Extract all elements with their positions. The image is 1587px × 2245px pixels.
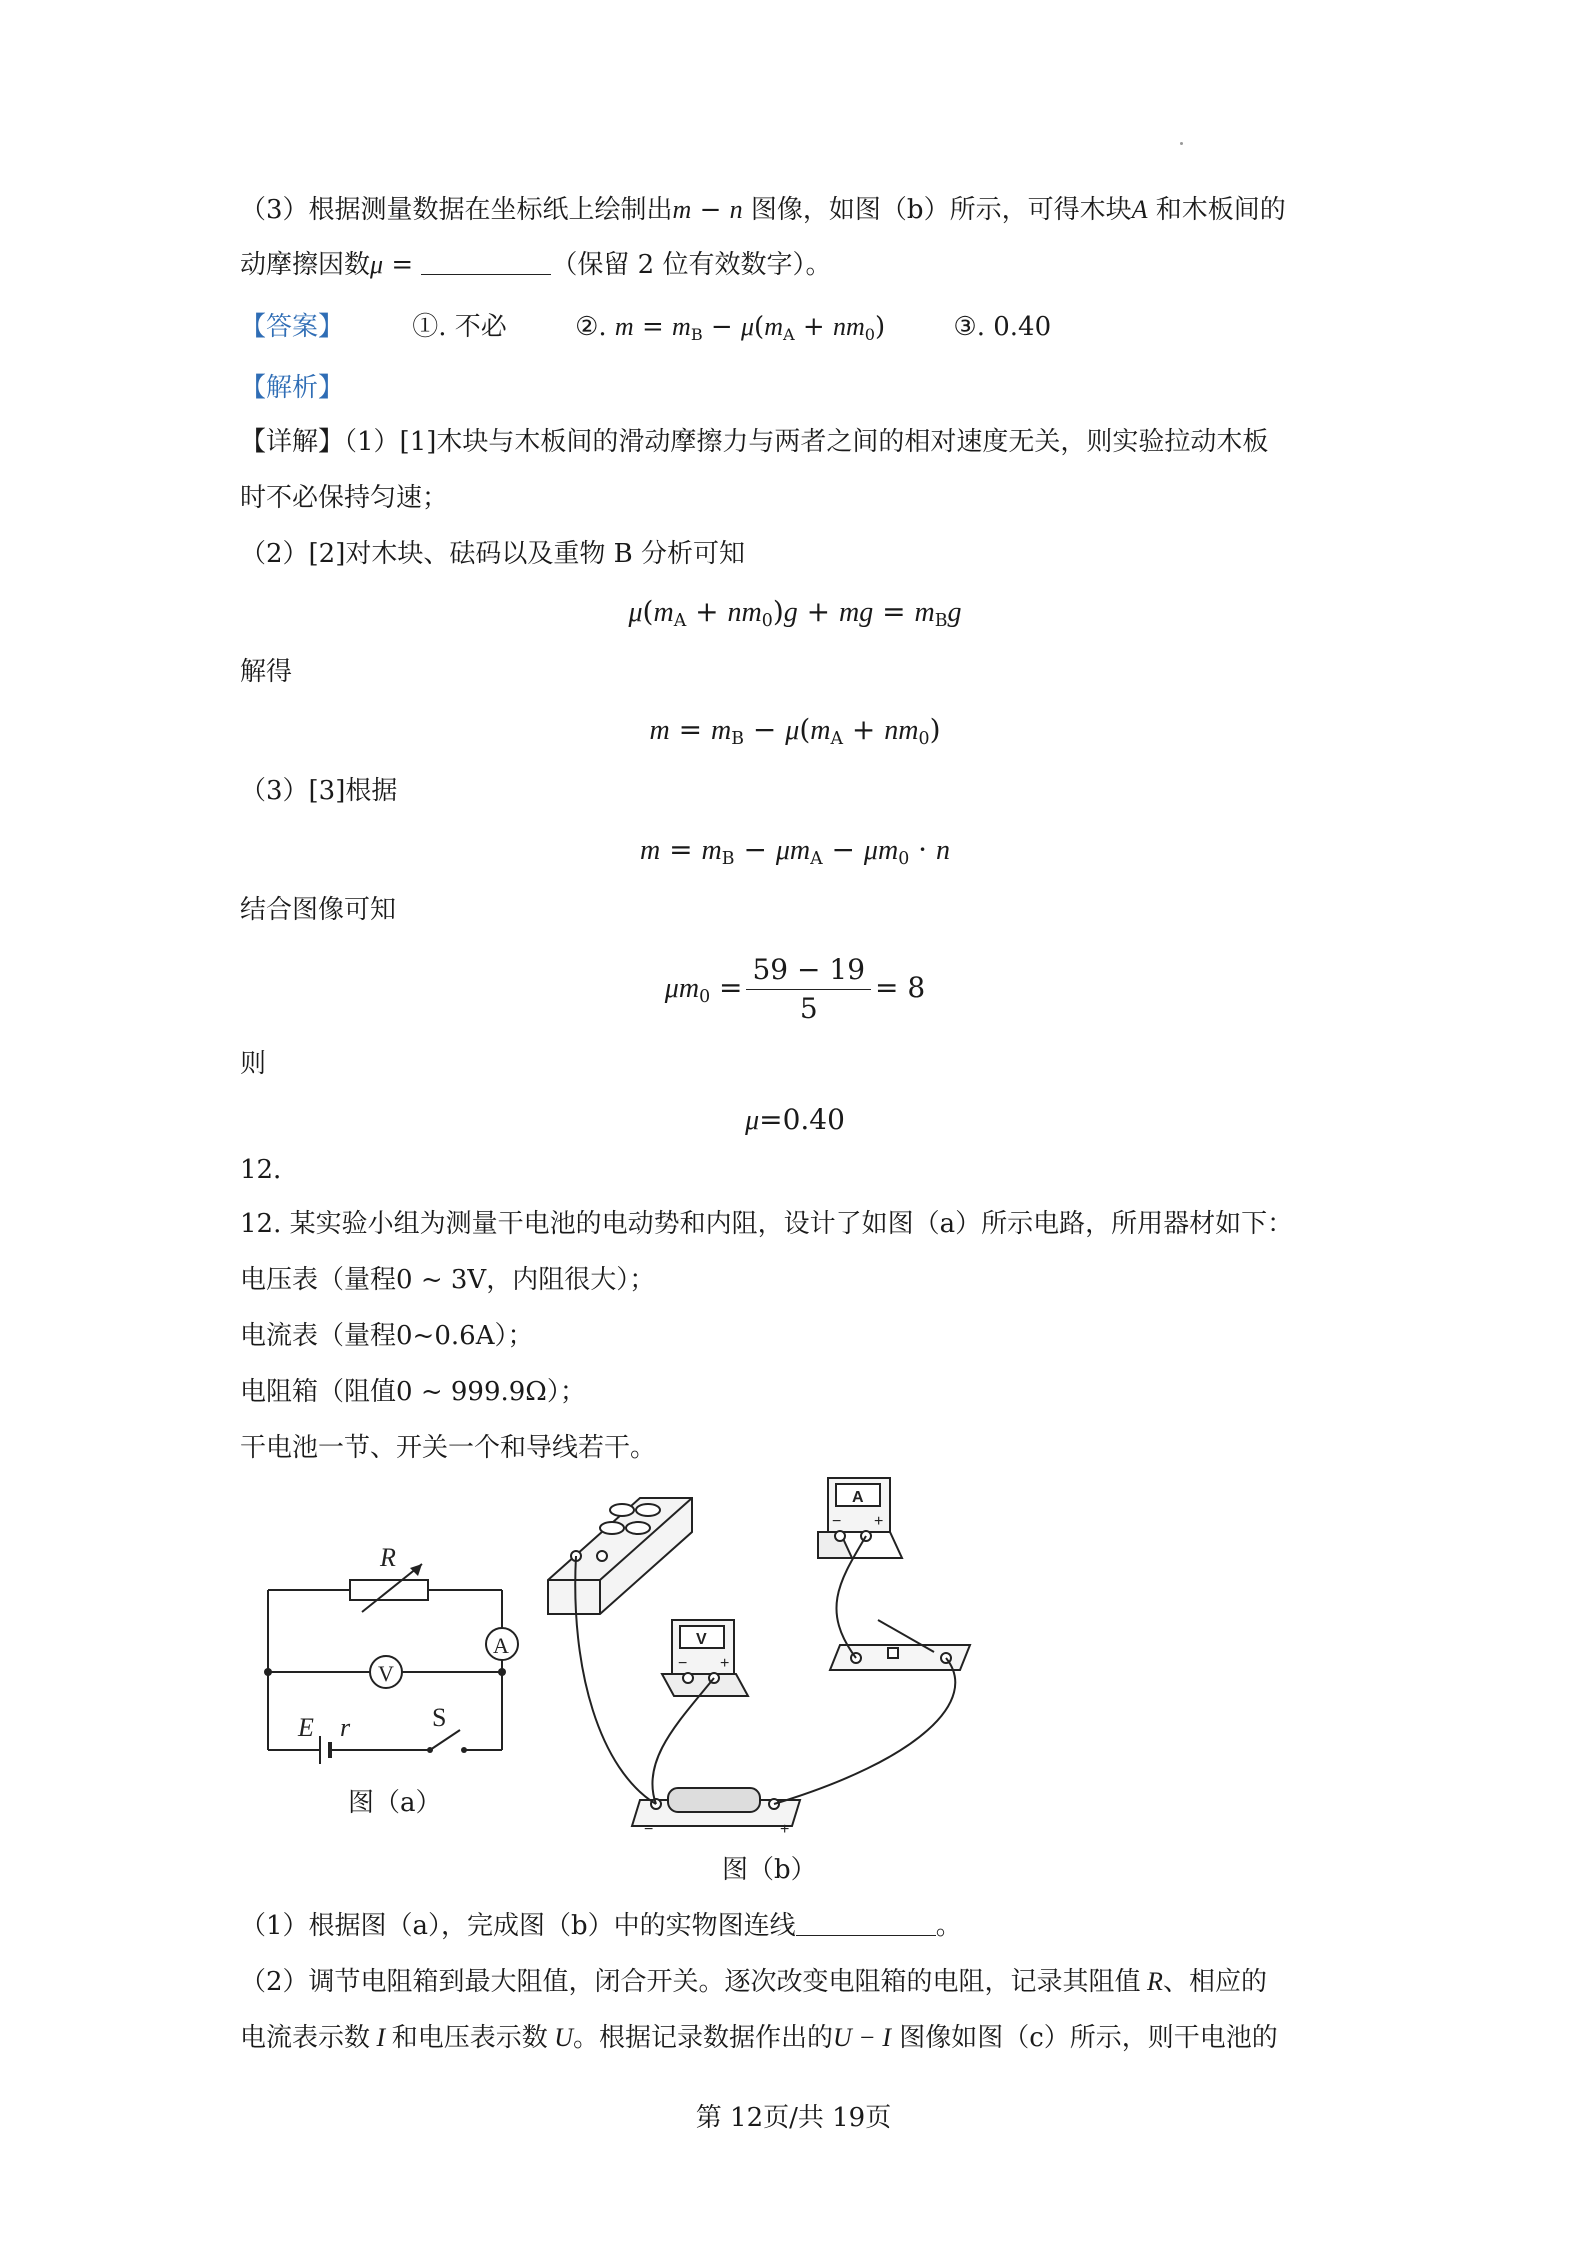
fraction-denominator: 5 [799,992,818,1025]
equals: = [383,250,422,280]
wiring-answer-blank[interactable] [796,1909,936,1936]
text: ）； [546,1377,586,1407]
q12-item-ammeter [240,1316,533,1356]
text: （1）根据图（a），完成图（b）中的实物图连线 [240,1911,796,1941]
text: 和电压表示数 [391,2023,548,2053]
page-footer: 第 12页/共 19页 [695,2103,892,2133]
text: 、相应的 [1162,1967,1267,1997]
minus: − [691,195,730,225]
detail-label: 【详解】 [240,427,345,457]
q11-part3-line2 [240,245,831,285]
apparatus-drawing [540,1470,1020,1840]
text: 时不必保持匀速； [240,483,449,513]
text: 解得 [240,657,293,687]
text: （2）[2]对木块、砝码以及重物 B 分析可知 [240,539,746,569]
q12-item-other [240,1428,656,1468]
text: （2）调节电阻箱到最大阻值，闭合开关。逐次改变电阻箱的电阻，记录其阻值 [240,1967,1141,1997]
label-R: R [380,1543,396,1572]
detail-line-2 [240,478,448,518]
voltmeter-label: V [696,1631,707,1648]
text: 12. 某实验小组为测量干电池的电动势和内阻，设计了如图（a）所示电路，所用器材如下： [240,1209,1294,1239]
var-n: n [729,195,743,224]
text: 电阻箱（阻值 [240,1377,397,1407]
ammeter-plus: + [874,1513,884,1530]
text: 图像，如图（b）所示，可得木块 [742,195,1132,225]
answer-blank[interactable] [421,248,551,275]
answer-item-3: ③. 0.40 [953,312,1052,342]
text: 电流表（量程 [240,1321,397,1351]
range: 0~0.6A [396,1321,495,1351]
analysis-label-line [240,368,344,408]
equation-1: $\mu(m_A + nm_0)g$ + mg = $m_Bg$ [628,595,962,632]
text: （3）[3]根据 [240,776,398,806]
equation-2: $m = m_B - \mu(m_A + nm_0)$ [649,713,941,750]
var-I: I [370,2023,392,2052]
text: 电压表（量程 [240,1265,397,1295]
range: 0 ~ 999.9Ω [396,1377,547,1407]
dry-cell [668,1788,760,1812]
text: 电流表示数 [240,2023,371,2053]
answer-item-2: ②. $m = m_B - \mu(m_A + nm_0)$ [575,312,886,344]
fraction [746,951,871,1028]
var-mu: μ [370,250,384,279]
text: 。 [935,1911,962,1941]
label-V: V [378,1661,394,1686]
circuit-diagram [250,1530,540,1780]
label-A: A [493,1633,509,1658]
label-E: E [298,1713,314,1742]
equation-3: $m = m_B - \mu m_A - \mu m_0 \cdot n$ [640,833,950,870]
text: 12． [240,1155,300,1185]
var-m: m [672,195,692,224]
answer-item-1: ①. 不必 [412,312,507,342]
solve-label [240,652,292,692]
text: 结合图像可知 [240,895,397,925]
text: 则 [240,1049,267,1079]
mu-value: =0.40 [759,1103,845,1136]
speck-mark [1180,142,1183,145]
figure-a-caption: 图（a） [348,1788,442,1818]
text: ②. [575,312,615,342]
text: （3）根据测量数据在坐标纸上绘制出 [240,195,673,225]
combine-label [240,890,396,930]
fraction-result: = 8 [875,971,926,1004]
text: 动摩擦因数 [240,250,371,280]
q11-part3-line1 [240,190,1286,230]
text: 和木板间的 [1147,195,1286,225]
then-label [240,1044,266,1084]
var-U: U [547,2023,573,2052]
label-S: S [432,1703,447,1732]
ammeter-label: A [852,1489,864,1506]
text: ，内阻很大）； [486,1265,656,1295]
figure-b-caption: 图（b） [722,1855,817,1885]
detail-part3 [240,771,397,811]
range: 0 ~ 3V [396,1265,487,1295]
var-U-I: U − I [833,2023,891,2052]
ammeter-minus: − [832,1513,842,1530]
text: 图像如图（c）所示，则干电池的 [890,2023,1278,2053]
label-r: r [340,1713,351,1742]
detail-part2 [240,534,745,574]
q12-intro [240,1204,1293,1244]
text: （1）[1]木块与木板间的滑动摩擦力与两者之间的相对速度无关，则实验拉动木板 [344,427,1269,457]
q12-number [240,1150,299,1190]
battery-minus: − [644,1821,654,1838]
fraction-numerator: 59 − 19 [746,951,871,990]
var-A: A [1131,195,1148,224]
answer-label: 【答案】 [240,312,345,342]
detail-line-1 [240,422,1268,462]
text: 干电池一节、开关一个和导线若干。 [240,1433,657,1463]
q12-part2-line1 [240,1962,1267,2002]
text: 。根据记录数据作出的 [572,2023,833,2053]
analysis-label: 【解析】 [240,373,345,403]
text: ）； [494,1321,534,1351]
answer-line [240,307,1051,355]
var-R: R [1140,1967,1163,1996]
voltmeter-plus: + [720,1655,730,1672]
equation-4: $\mu m_0$ = $\frac{59 - 19}{5}$ = 8 [240,948,1350,1037]
voltmeter-minus: − [678,1655,688,1672]
q12-part1 [240,1906,962,1946]
q12-item-voltmeter [240,1260,655,1300]
q12-part2-line2 [240,2018,1278,2058]
text: （保留 2 位有效数字）。 [551,250,832,280]
battery-plus: + [780,1821,790,1838]
mu-result: μ=0.40 [745,1103,845,1136]
q12-item-resistor-box [240,1372,586,1412]
